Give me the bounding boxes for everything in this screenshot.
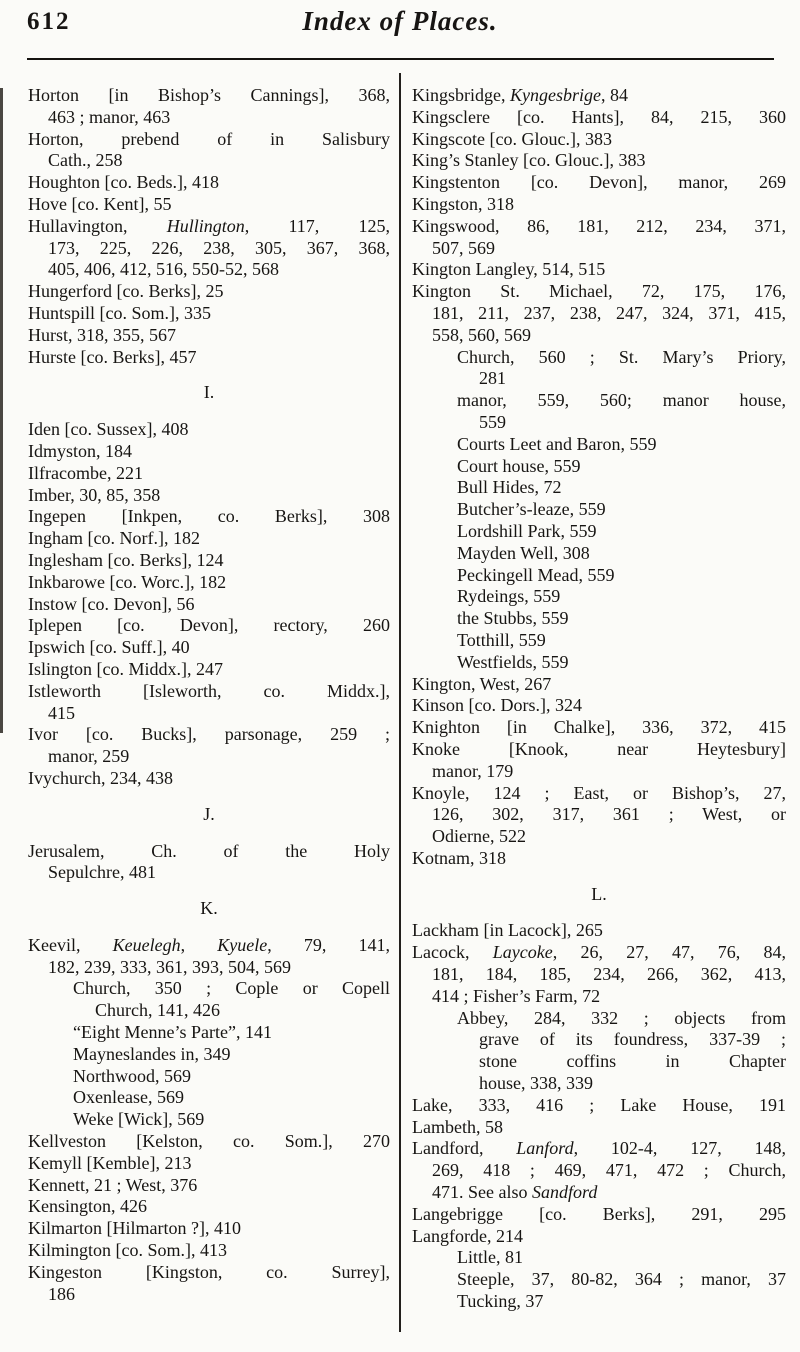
- line-text: , 117, 125,: [244, 215, 390, 236]
- line-text: 471. See also: [432, 1182, 532, 1203]
- line-text: Weke [Wick], 569: [73, 1109, 205, 1130]
- line-text: Northwood, 569: [73, 1065, 191, 1086]
- line-text: Lackham [in Lacock], 265: [412, 920, 603, 941]
- index-line: [28, 463, 390, 485]
- line-text: Kellveston [Kelston, co. Som.], 270: [28, 1131, 390, 1152]
- index-line: [412, 1247, 786, 1269]
- index-line: [28, 347, 390, 369]
- old-form-name: Kyuele: [217, 934, 268, 955]
- line-text: Langebrigge [co. Berks], 291, 295: [412, 1203, 786, 1224]
- old-form-name: Kyngesbrige: [510, 85, 601, 105]
- line-text: Sepulchre, 481: [48, 862, 156, 883]
- line-text: Horton [in Bishop’s Cannings], 368,: [28, 85, 390, 105]
- index-line: [412, 783, 786, 805]
- scan-edge-artifact: [0, 88, 3, 733]
- index-line: [412, 826, 786, 848]
- index-line: [412, 1269, 786, 1291]
- line-text: Kington St. Michael, 72, 175, 176,: [412, 281, 786, 302]
- index-line: [412, 695, 786, 717]
- index-line: [28, 1131, 390, 1153]
- index-line: [28, 150, 390, 172]
- line-text: Ilfracombe, 221: [28, 462, 143, 483]
- line-text: Ingham [co. Norf.], 182: [28, 528, 200, 549]
- index-line: [412, 238, 786, 260]
- line-text: stone coffins in Chapter: [479, 1051, 786, 1072]
- line-text: 463 ; manor, 463: [48, 106, 171, 127]
- header-rule: [27, 58, 774, 60]
- line-text: Hurst, 318, 355, 567: [28, 324, 176, 345]
- old-form-name: Lanford: [516, 1138, 574, 1159]
- line-text: Imber, 30, 85, 358: [28, 484, 161, 505]
- index-line: [28, 768, 390, 790]
- index-line: [412, 942, 786, 964]
- line-text: Istleworth [Isleworth, co. Middx.],: [28, 680, 390, 701]
- index-line: [28, 935, 390, 957]
- line-text: , 102-4, 127, 148,: [573, 1138, 786, 1159]
- index-line: [412, 1095, 786, 1117]
- line-text: Totthill, 559: [457, 629, 546, 650]
- index-line: [412, 1204, 786, 1226]
- line-text: Keevil,: [28, 934, 113, 955]
- line-text: Idmyston, 184: [28, 440, 133, 461]
- line-text: Hove [co. Kent], 55: [28, 193, 172, 214]
- line-text: J.: [203, 803, 215, 824]
- index-line: [412, 456, 786, 478]
- index-line: [412, 964, 786, 986]
- line-text: 507, 569: [432, 237, 495, 258]
- index-line: [28, 1240, 390, 1262]
- line-text: Kinson [co. Dors.], 324: [412, 695, 582, 716]
- line-text: Instow [co. Devon], 56: [28, 593, 195, 614]
- index-line: [412, 739, 786, 761]
- index-line: [28, 85, 390, 107]
- line-text: Kingstenton [co. Devon], manor, 269: [412, 172, 786, 193]
- index-line: [412, 608, 786, 630]
- line-text: Kotnam, 318: [412, 847, 506, 868]
- index-line: [28, 862, 390, 884]
- line-text: 182, 239, 333, 361, 393, 504, 569: [48, 956, 291, 977]
- line-text: Kingswood, 86, 181, 212, 234, 371,: [412, 215, 786, 236]
- line-text: Ingepen [Inkpen, co. Berks], 308: [28, 506, 390, 527]
- line-text: Hungerford [co. Berks], 25: [28, 281, 224, 302]
- line-text: 415: [48, 702, 75, 723]
- index-line: [412, 368, 786, 390]
- line-text: , 79, 141,: [267, 934, 391, 955]
- index-line: [412, 281, 786, 303]
- index-line: [28, 129, 390, 151]
- column-divider: [399, 73, 401, 1332]
- index-line: [412, 194, 786, 216]
- index-line: [28, 325, 390, 347]
- line-text: Kingscote [co. Glouc.], 383: [412, 128, 612, 149]
- line-text: Jerusalem, Ch. of the Holy: [28, 840, 390, 861]
- line-text: 173, 225, 226, 238, 305, 367, 368,: [48, 237, 390, 258]
- line-text: Church, 350 ; Cople or Copell: [73, 978, 390, 999]
- line-text: Kingeston [Kingston, co. Surrey],: [28, 1261, 390, 1282]
- line-text: Butcher’s-leaze, 559: [457, 499, 606, 520]
- section-heading: [28, 804, 390, 826]
- index-line: [28, 441, 390, 463]
- index-line: [412, 1117, 786, 1139]
- line-text: Kingsclere [co. Hants], 84, 215, 360: [412, 106, 786, 127]
- line-text: Steeple, 37, 80-82, 364 ; manor, 37: [457, 1269, 786, 1290]
- index-line: [412, 1029, 786, 1051]
- index-line: [28, 1087, 390, 1109]
- line-text: 186: [48, 1283, 75, 1304]
- line-text: Odierne, 522: [432, 826, 526, 847]
- index-line: [412, 717, 786, 739]
- index-line: [28, 419, 390, 441]
- old-form-name: Hullington: [166, 215, 245, 236]
- index-line: [28, 506, 390, 528]
- index-line: [412, 652, 786, 674]
- line-text: manor, 259: [48, 746, 130, 767]
- index-line: [28, 841, 390, 863]
- index-line: [28, 303, 390, 325]
- index-line: [28, 528, 390, 550]
- index-line: [28, 659, 390, 681]
- line-text: Ivychurch, 234, 438: [28, 767, 173, 788]
- index-line: [412, 172, 786, 194]
- line-text: house, 338, 339: [479, 1073, 593, 1094]
- index-line: [412, 521, 786, 543]
- line-text: 269, 418 ; 469, 471, 472 ; Church,: [432, 1160, 786, 1181]
- index-line: [28, 681, 390, 703]
- line-text: Courts Leet and Baron, 559: [457, 433, 657, 454]
- index-line: [412, 1291, 786, 1313]
- line-text: Westfields, 559: [457, 651, 569, 672]
- line-text: Lambeth, 58: [412, 1116, 503, 1137]
- index-line: [28, 1218, 390, 1240]
- line-text: 558, 560, 569: [432, 324, 531, 345]
- line-text: Abbey, 284, 332 ; objects from: [457, 1007, 786, 1028]
- index-line: [28, 281, 390, 303]
- line-text: , 84: [600, 85, 628, 105]
- line-text: Peckingell Mead, 559: [457, 564, 615, 585]
- index-line: [412, 1138, 786, 1160]
- index-line: [28, 572, 390, 594]
- index-line: [412, 1226, 786, 1248]
- index-line: [412, 347, 786, 369]
- index-line: [28, 216, 390, 238]
- index-line: [412, 259, 786, 281]
- right-column: [412, 85, 786, 1313]
- line-text: 126, 302, 317, 361 ; West, or: [432, 804, 786, 825]
- index-line: [412, 1160, 786, 1182]
- index-line: [412, 1182, 786, 1204]
- line-text: Court house, 559: [457, 455, 581, 476]
- line-text: Inkbarowe [co. Worc.], 182: [28, 571, 227, 592]
- page-title: Index of Places.: [302, 6, 498, 36]
- line-text: Lacock,: [412, 942, 493, 963]
- index-line: [28, 1000, 390, 1022]
- line-text: Houghton [co. Beds.], 418: [28, 172, 219, 193]
- line-text: Islington [co. Middx.], 247: [28, 658, 223, 679]
- line-text: Kington, West, 267: [412, 673, 552, 694]
- index-line: [412, 920, 786, 942]
- index-line: [412, 1073, 786, 1095]
- line-text: Little, 81: [457, 1247, 523, 1268]
- index-line: [28, 194, 390, 216]
- line-text: , 26, 27, 47, 76, 84,: [552, 942, 787, 963]
- index-line: [412, 303, 786, 325]
- line-text: grave of its foundress, 337-39 ;: [479, 1029, 786, 1050]
- line-text: ,: [180, 934, 218, 955]
- index-line: [28, 1262, 390, 1284]
- line-text: Knighton [in Chalke], 336, 372, 415: [412, 717, 786, 738]
- line-text: the Stubbs, 559: [457, 608, 569, 629]
- line-text: Landford,: [412, 1138, 517, 1159]
- index-line: [412, 434, 786, 456]
- index-line: [28, 1022, 390, 1044]
- line-text: Oxenlease, 569: [73, 1087, 184, 1108]
- line-text: Inglesham [co. Berks], 124: [28, 549, 224, 570]
- old-form-name: Sandford: [531, 1182, 598, 1203]
- line-text: K.: [200, 898, 218, 919]
- index-line: [412, 390, 786, 412]
- section-heading: [28, 898, 390, 920]
- index-line: [28, 1175, 390, 1197]
- line-text: Ipswich [co. Suff.], 40: [28, 637, 190, 658]
- line-text: manor, 179: [432, 760, 514, 781]
- index-line: [412, 804, 786, 826]
- index-line: [412, 1051, 786, 1073]
- index-line: [28, 594, 390, 616]
- left-column: [28, 85, 390, 1305]
- index-line: [412, 129, 786, 151]
- index-line: [412, 150, 786, 172]
- index-line: [28, 1044, 390, 1066]
- index-line: [28, 637, 390, 659]
- line-text: 181, 211, 237, 238, 247, 324, 371, 415,: [432, 302, 786, 323]
- index-line: [412, 216, 786, 238]
- index-line: [412, 325, 786, 347]
- index-line: [28, 172, 390, 194]
- index-line: [28, 1196, 390, 1218]
- line-text: I.: [203, 382, 215, 403]
- line-text: Kingsbridge,: [412, 85, 510, 105]
- line-text: Iden [co. Sussex], 408: [28, 419, 189, 440]
- index-line: [28, 550, 390, 572]
- line-text: Huntspill [co. Som.], 335: [28, 302, 211, 323]
- index-line: [28, 238, 390, 260]
- index-line: [412, 586, 786, 608]
- line-text: Iplepen [co. Devon], rectory, 260: [28, 615, 390, 636]
- line-text: 559: [479, 411, 506, 432]
- line-text: Kensington, 426: [28, 1196, 147, 1217]
- index-line: [28, 1066, 390, 1088]
- line-text: Lordshill Park, 559: [457, 520, 597, 541]
- line-text: Hullavington,: [28, 215, 167, 236]
- index-line: [28, 259, 390, 281]
- line-text: Knoyle, 124 ; East, or Bishop’s, 27,: [412, 782, 786, 803]
- line-text: Cath., 258: [48, 150, 123, 171]
- index-line: [412, 674, 786, 696]
- old-form-name: Keuelegh: [112, 934, 181, 955]
- index-line: [28, 1284, 390, 1306]
- line-text: Kemyll [Kemble], 213: [28, 1152, 192, 1173]
- index-line: [28, 107, 390, 129]
- section-heading: [412, 884, 786, 906]
- line-text: manor, 559, 560; manor house,: [457, 390, 786, 411]
- index-line: [412, 565, 786, 587]
- line-text: 281: [479, 368, 506, 389]
- index-line: [412, 412, 786, 434]
- line-text: Kennett, 21 ; West, 376: [28, 1174, 198, 1195]
- line-text: Mayneslandes in, 349: [73, 1043, 231, 1064]
- line-text: Church, 141, 426: [95, 1000, 220, 1021]
- line-text: Ivor [co. Bucks], parsonage, 259 ;: [28, 724, 390, 745]
- index-line: [412, 543, 786, 565]
- index-line: [412, 761, 786, 783]
- line-text: Lake, 333, 416 ; Lake House, 191: [412, 1094, 786, 1115]
- index-line: [412, 1008, 786, 1030]
- line-text: Hurste [co. Berks], 457: [28, 346, 197, 367]
- line-text: Tucking, 37: [457, 1291, 544, 1312]
- line-text: Langforde, 214: [412, 1225, 523, 1246]
- index-line: [412, 630, 786, 652]
- section-heading: [28, 382, 390, 404]
- line-text: L.: [591, 883, 607, 904]
- line-text: 181, 184, 185, 234, 266, 362, 413,: [432, 964, 786, 985]
- page-number: 612: [27, 8, 71, 35]
- line-text: 405, 406, 412, 516, 550-52, 568: [48, 259, 279, 280]
- index-line: [412, 848, 786, 870]
- line-text: 414 ; Fisher’s Farm, 72: [432, 985, 601, 1006]
- line-text: Mayden Well, 308: [457, 542, 590, 563]
- index-line: [412, 986, 786, 1008]
- line-text: “Eight Menne’s Parte”, 141: [73, 1022, 272, 1043]
- line-text: Bull Hides, 72: [457, 477, 562, 498]
- index-line: [28, 703, 390, 725]
- index-line: [28, 485, 390, 507]
- index-line: [28, 724, 390, 746]
- line-text: Horton, prebend of in Salisbury: [28, 128, 390, 149]
- index-line: [28, 615, 390, 637]
- index-line: [412, 85, 786, 107]
- line-text: Rydeings, 559: [457, 586, 561, 607]
- index-line: [28, 978, 390, 1000]
- index-line: [28, 746, 390, 768]
- line-text: Kilmington [co. Som.], 413: [28, 1240, 227, 1261]
- line-text: King’s Stanley [co. Glouc.], 383: [412, 150, 646, 171]
- index-line: [28, 957, 390, 979]
- line-text: Kington Langley, 514, 515: [412, 259, 606, 280]
- index-line: [412, 107, 786, 129]
- line-text: Knoke [Knook, near Heytesbury]: [412, 738, 786, 759]
- line-text: Kilmarton [Hilmarton ?], 410: [28, 1218, 241, 1239]
- line-text: Church, 560 ; St. Mary’s Priory,: [457, 346, 786, 367]
- index-line: [28, 1153, 390, 1175]
- index-line: [412, 499, 786, 521]
- old-form-name: Laycoke: [492, 942, 553, 963]
- index-line: [412, 477, 786, 499]
- index-line: [28, 1109, 390, 1131]
- line-text: Kingston, 318: [412, 193, 515, 214]
